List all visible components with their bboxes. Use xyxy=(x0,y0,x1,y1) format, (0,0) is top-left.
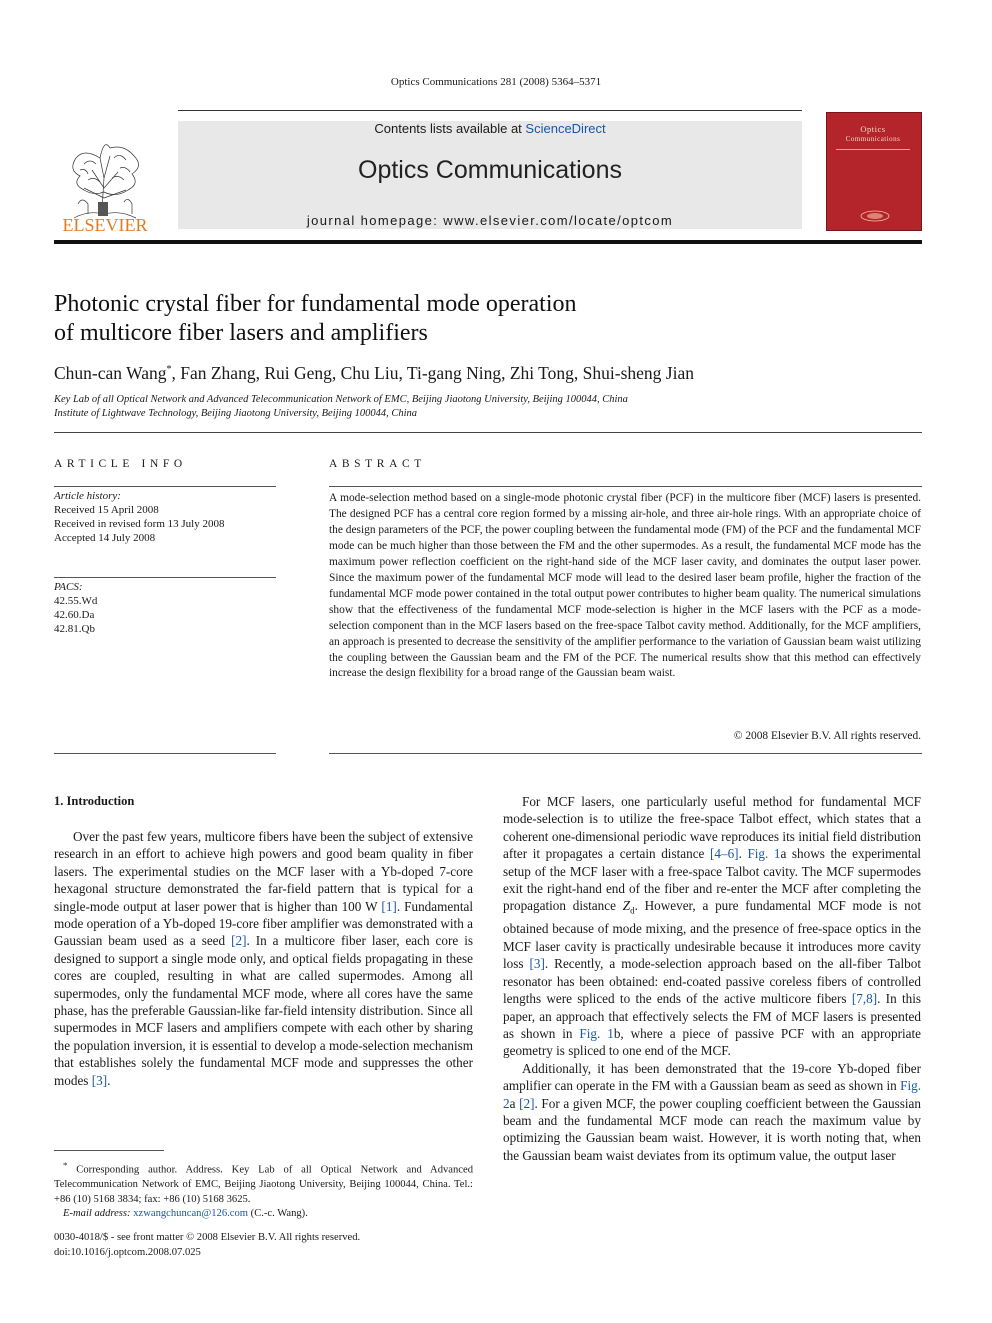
cover-publisher-mark xyxy=(858,208,892,224)
pacs-code: 42.55.Wd xyxy=(54,595,98,607)
received-date: Received 15 April 2008 xyxy=(54,504,159,516)
body-column-right xyxy=(503,793,921,1164)
reference-link[interactable]: [4–6] xyxy=(709,846,739,862)
reference-link[interactable]: [7,8] xyxy=(851,991,878,1007)
section-heading-introduction: 1. Introduction xyxy=(54,794,135,808)
figure-link[interactable]: Fig. 1 xyxy=(747,846,781,862)
abstract-text: A mode-selection method based on a single-mode photonic crystal fiber (PCF) in the multicore fiber (MCF) lasers is presented. The designed PCF has a central core region formed by a missing air-hole, and three air-hole rings. With an appropriate choice of the design parameters of the PCF, the power coupling between the fundamental mode (FM) of the PCF and the fundamental MCF mode can be much higher than those between the FM and the other supermodes. As a result, the fundamental MCF mode has the maximum power reflection coefficient on the right-hand side of the MCF laser cavity, and dominates the output laser power. Since the maximum power of the fundamental MCF mode will lead to the desired laser beam profile, higher the fraction of the fundamental MCF mode power contained in the total output power contributes to higher beam quality. The numerical simulations show that the effectiveness of the fundamental MCF mode-selection is higher in the MCF lasers with the PCF as a mode-selection component than in the MCF lasers based on the free-space Talbot cavity method. Additionally, for the MCF amplifiers, an approach is presented to decrease the sensitivity of the amplifier performance to the variation of Gaussian beam waist utilizing the coupling between the Gaussian beam and the FM of the PCF. The numerical results show that this method can effectively increase the design flexibility for a broad range of the Gaussian beam waist. xyxy=(329,492,921,680)
footnote-rule xyxy=(54,1150,164,1151)
affiliation-2: Institute of Lightwave Technology, Beijing Jiaotong University, Beijing 100044, China xyxy=(54,408,417,419)
reference-link[interactable]: [2] xyxy=(231,933,247,949)
abstract-bottom-rule xyxy=(329,753,922,754)
body-column-left xyxy=(54,828,473,1089)
revised-date: Received in revised form 13 July 2008 xyxy=(54,518,225,530)
pacs-label: PACS: xyxy=(54,581,83,593)
corresponding-author[interactable]: Chun-can Wang xyxy=(54,363,167,383)
contents-line xyxy=(178,121,802,136)
header-rule xyxy=(178,110,802,111)
author-email-link[interactable]: xzwangchuncan@126.com xyxy=(133,1208,249,1220)
history-label: Article history: xyxy=(54,490,121,502)
issn-doi xyxy=(54,1231,360,1260)
paragraph: Additionally, it has been demonstrated that the 19-core Yb-doped fiber amplifier can operate in the FM with a Gaussian beam as seed as shown in Fig. 2a [2]. For a given MCF, the power coupling coefficient between the Gaussian beam and the fundamental MCF mode can reach the maximum value by optimizing the Gaussian beam waist. However, it is worth noting that, when the Gaussian beam waist deviates from its optimum value, the output laser xyxy=(503,1060,921,1163)
figure-link[interactable]: Fig. 1 xyxy=(579,1025,614,1041)
figure-link[interactable]: Fig. 2 xyxy=(503,1078,921,1111)
doi-line[interactable]: doi:10.1016/j.optcom.2008.07.025 xyxy=(54,1246,201,1258)
issn-line: 0030-4018/$ - see front matter © 2008 Elsevier B.V. All rights reserved. xyxy=(54,1232,361,1243)
reference-link[interactable]: [3] xyxy=(91,1072,108,1088)
footnote: * Corresponding author. Address. Key Lab of all Optical Network and Advanced Telecommunication Network of EMC, Beijing Jiaotong University, Beijing 100044, China. Tel.: +86 (10) 5168 3834; fax: +86 (10) 5168 3625. E-mail address: xzwangchuncan@126.com (C.-c. Wang). xyxy=(54,1160,473,1220)
elsevier-tree-logo[interactable] xyxy=(54,118,156,236)
co-authors: , Fan Zhang, Rui Geng, Chu Liu, Ti-gang Ning, Zhi Tong, Shui-sheng Jian xyxy=(171,363,694,383)
journal-citation: Optics Communications 281 (2008) 5364–5371 xyxy=(390,76,602,88)
contents-prefix: Contents lists available at xyxy=(374,121,522,136)
affiliation-1: Key Lab of all Optical Network and Advanced Telecommunication Network of EMC, Beijing Jiaotong University, Beijing 100044, China xyxy=(54,394,628,405)
abstract-copyright: © 2008 Elsevier B.V. All rights reserved. xyxy=(733,730,921,742)
cover-rule xyxy=(836,149,910,150)
reference-link[interactable]: [3] xyxy=(529,956,545,972)
cover-title: Optics Communications xyxy=(845,124,901,143)
elsevier-wordmark: ELSEVIER xyxy=(62,215,148,235)
reference-link[interactable]: [1] xyxy=(381,898,397,914)
reference-link[interactable]: [2] xyxy=(519,1095,535,1111)
article-info-rule xyxy=(54,486,276,487)
article-info-bottom-rule xyxy=(54,753,276,754)
header-thick-rule xyxy=(54,240,922,244)
paper-title: Photonic crystal fiber for fundamental mode operation of multicore fiber lasers and amplifiers xyxy=(54,291,577,346)
paragraph: Over the past few years, multicore fibers have been the subject of extensive research in an effort to achieve high powers and good beam quality in fiber lasers. The experimental studies on the MCF laser with a Yb-doped 7-core hexagonal structure demonstrated the far-field pattern that is typical for a single-mode output at laser power that is higher than 100 W [1]. Fundamental mode operation of a Yb-doped 19-core fiber amplifier was demonstrated with a Gaussian beam used as a seed [2]. In a multicore fiber laser, each core is designed to support a single mode only, and optical fields propagating in these cores are coupled, resulting in what are called supermodes. Among all supermodes, only the fundamental MCF mode, where all cores have the same phase, has the preferable Gaussian-like far-field intensity distribution. Since all supermodes in MCF lasers and amplifiers compete with each other by sharing the population inversion, it is essential to develop a mode-selection mechanism that establishes solely the fundamental MCF mode and suppresses the other modes [3]. xyxy=(54,829,474,1088)
journal-homepage-link[interactable]: journal homepage: www.elsevier.com/locate/optcom xyxy=(306,213,674,228)
pacs-rule xyxy=(54,577,276,578)
sciencedirect-link[interactable]: ScienceDirect xyxy=(525,121,606,136)
article-info-heading: ARTICLE INFO xyxy=(54,458,187,470)
abstract-heading: ABSTRACT xyxy=(329,458,426,470)
abstract-rule xyxy=(329,486,922,487)
accepted-date: Accepted 14 July 2008 xyxy=(54,532,156,544)
corresponding-mark[interactable]: * xyxy=(166,364,172,376)
affiliation-rule xyxy=(54,432,922,433)
pacs-code: 42.81.Qb xyxy=(54,623,95,635)
author-list xyxy=(54,363,924,384)
journal-title: Optics Communications xyxy=(358,156,622,184)
pacs-code: 42.60.Da xyxy=(54,609,95,621)
paragraph: For MCF lasers, one particularly useful method for fundamental MCF mode-selection is to utilize the free-space Talbot effect, which states that a coherent one-dimensional periodic wave reproduces its initial field distribution after it propagates a certain distance [4–6]. Fig. 1a shows the experimental setup of the MCF laser with a free-space Talbot cavity. The MCF supermodes exit the right-hand end of the fiber and re-enter the MCF after completing the propagation distance $Z_d$. However, a pure fundamental MCF mode is not obtained because of mode mixing, and the presence of free-space optics in the MCF laser cavity is practically undesirable because it introduces more cavity loss [3]. Recently, a mode-selection approach based on the all-fiber Talbot resonator has been obtained: end-coated passive coreless fibers of controlled lengths were spliced to the ends of the active multicore fibers [7,8]. In this paper, an approach that effectively selects the FM of MCF lasers is presented as shown in Fig. 1b, where a piece of passive PCF with an appropriate geometry is spliced to one end of the MCF. xyxy=(503,794,922,1059)
